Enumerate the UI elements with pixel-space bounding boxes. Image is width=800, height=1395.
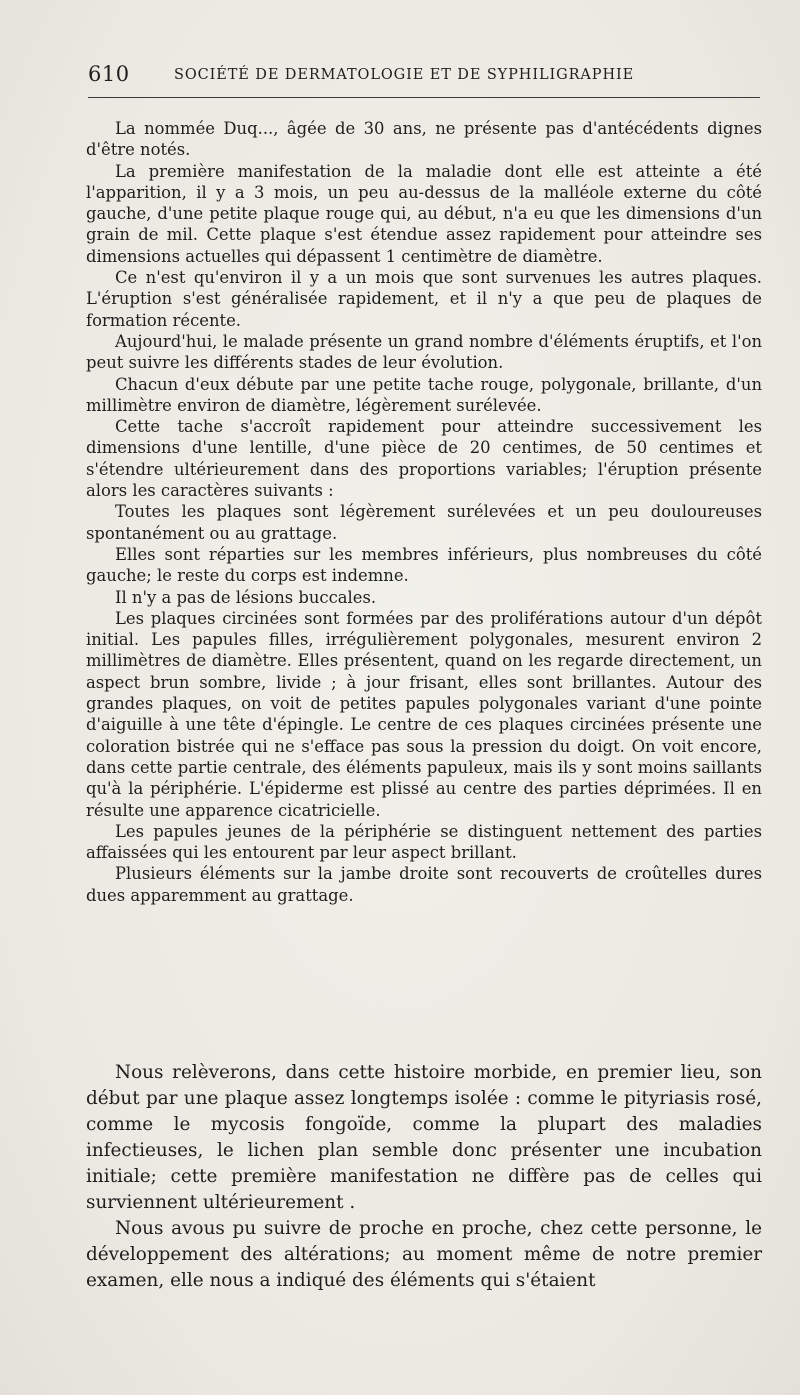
page-header — [88, 62, 760, 94]
running-head: SOCIÉTÉ DE DERMATOLOGIE ET DE SYPHILIGRAPHIE — [174, 67, 635, 83]
paragraph: Aujourd'hui, le malade présente un grand nombre d'éléments éruptifs, et l'on peut suivre les différents stades de leur évolution. — [86, 331, 762, 373]
commentary — [86, 1060, 762, 1294]
paragraph: Nous relèverons, dans cette histoire morbide, en premier lieu, son début par une plaque assez longtemps isolée : comme le pityriasis rosé, comme le mycosis fongoïde, comme la plupart des maladies infectieuses, le lichen plan semble donc présenter une incubation initiale; cette première manifestation ne diffère pas de celles qui surviennent ultérieurement . — [86, 1062, 762, 1213]
paragraph: Cette tache s'accroît rapidement pour atteindre successivement les dimensions d'une lentille, d'une pièce de 20 centimes, de 50 centimes et s'étendre ultérieurement dans des proportions variables; l'éruption présente alors les caractères suivants : — [86, 417, 762, 501]
page-number: 610 — [88, 62, 130, 86]
header-rule — [88, 97, 760, 98]
paragraph: Plusieurs éléments sur la jambe droite sont recouverts de croûtelles dures dues apparemment au grattage. — [86, 864, 762, 905]
paragraph: Elles sont réparties sur les membres inférieurs, plus nombreuses du côté gauche; le reste du corps est indemne. — [86, 544, 762, 586]
paragraph: Les plaques circinées sont formées par des proliférations autour d'un dépôt initial. Les papules filles, irrégulièrement polygonales, mesurent environ 2 millimètres de diamètre. Elles présentent, quand on les regarde directement, un aspect brun sombre, livide ; à jour frisant, elles sont brillantes. Autour des grandes plaques, on voit de petites papules polygonales variant d'une pointe d'aiguille à une tête d'épingle. Le centre de ces plaques circinées présente une coloration bistrée qui ne s'efface pas sous la pression du doigt. On voit encore, dans cette partie centrale, des éléments papuleux, mais ils y sont moins saillants qu'à la périphérie. L'épiderme est plissé au centre des parties déprimées. Il en résulte une apparence cicatricielle. — [86, 608, 762, 820]
paragraph: La nommée Duq..., âgée de 30 ans, ne présente pas d'antécédents dignes d'être notés. — [86, 119, 762, 160]
paragraph: Toutes les plaques sont légèrement surélevées et un peu douloureuses spontanément ou au grattage. — [86, 502, 762, 543]
paragraph: Il n'y a pas de lésions buccales. — [115, 587, 377, 607]
paragraph: Les papules jeunes de la périphérie se distinguent nettement des parties affaissées qui les entourent par leur aspect brillant. — [86, 821, 762, 863]
paragraph: Ce n'est qu'environ il y a un mois que sont survenues les autres plaques. L'éruption s'est généralisée rapidement, et il n'y a que peu de plaques de formation récente. — [86, 268, 762, 330]
paragraph: Nous avous pu suivre de proche en proche, chez cette personne, le développement des altérations; au moment même de notre premier examen, elle nous a indiqué des éléments qui s'étaient — [86, 1218, 762, 1291]
paragraph: La première manifestation de la maladie dont elle est atteinte a été l'apparition, il y a 3 mois, un peu au-dessus de la malléole externe du côté gauche, d'une petite plaque rouge qui, au début, n'a eu que les dimensions d'un grain de mil. Cette plaque s'est étendue assez rapidement pour atteindre ses dimensions actuelles qui dépassent 1 centimètre de diamètre. — [86, 161, 762, 266]
paragraph: Chacun d'eux débute par une petite tache rouge, polygonale, brillante, d'un millimètre environ de diamètre, légèrement surélevée. — [86, 374, 762, 415]
case-report — [86, 118, 762, 906]
